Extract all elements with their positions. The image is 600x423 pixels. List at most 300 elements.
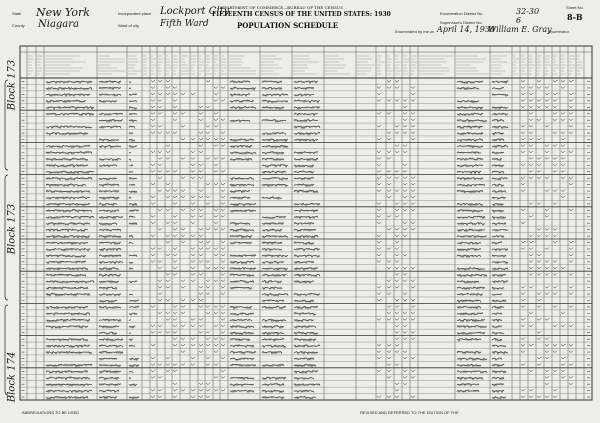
handwritten-mark: [537, 86, 541, 88]
handwritten-mark: [166, 190, 170, 192]
handwritten-mark: [561, 190, 565, 192]
handwritten-entry: [46, 384, 92, 386]
handwritten-entry: [492, 81, 508, 83]
handwritten-entry: [46, 222, 90, 225]
handwritten-entry: [230, 390, 254, 392]
handwritten-mark: [387, 376, 391, 378]
handwritten-mark: [199, 177, 203, 179]
handwritten-mark: [173, 222, 177, 224]
handwritten-entry: [129, 242, 133, 244]
handwritten-mark: [537, 299, 541, 301]
handwritten-mark: [569, 383, 573, 385]
handwritten-entry: [129, 365, 139, 367]
handwritten-mark: [214, 247, 218, 249]
handwritten-mark: [151, 215, 155, 217]
handwritten-mark: [181, 286, 185, 288]
handwritten-mark: [403, 164, 407, 166]
handwritten-mark: [377, 138, 381, 140]
handwritten-mark: [206, 396, 210, 398]
handwritten-mark: [561, 357, 565, 359]
handwritten-mark: [214, 280, 218, 282]
handwritten-entry: [492, 268, 508, 270]
handwritten-entry: [46, 158, 88, 160]
handwritten-mark: [377, 286, 381, 288]
handwritten-mark: [545, 351, 549, 353]
handwritten-entry: [129, 300, 139, 302]
handwritten-mark: [545, 93, 549, 95]
handwritten-entry: [492, 113, 508, 115]
handwritten-mark: [411, 93, 415, 95]
handwritten-mark: [403, 383, 407, 385]
handwritten-entry: [99, 281, 119, 283]
handwritten-entry: [230, 81, 250, 83]
handwritten-entry: [294, 364, 316, 366]
handwritten-entry: [457, 293, 483, 295]
handwritten-mark: [411, 299, 415, 301]
handwritten-mark: [158, 312, 162, 314]
handwritten-entry: [457, 229, 485, 231]
block-label-top: Block 173: [6, 59, 18, 111]
handwritten-entry: [294, 351, 318, 354]
handwritten-mark: [395, 312, 399, 314]
handwritten-entry: [294, 229, 316, 231]
handwritten-entry: [492, 139, 504, 142]
handwritten-entry: [262, 248, 282, 250]
handwritten-mark: [214, 144, 218, 146]
handwritten-mark: [553, 157, 557, 159]
county-value: Niagara: [38, 19, 80, 30]
handwritten-mark: [529, 151, 533, 153]
enumerator-name: William E. Gray: [488, 25, 552, 34]
handwritten-mark: [561, 80, 565, 82]
handwritten-mark: [521, 177, 525, 179]
handwritten-mark: [377, 93, 381, 95]
handwritten-mark: [403, 376, 407, 378]
handwritten-mark: [569, 376, 573, 378]
handwritten-mark: [537, 363, 541, 365]
handwritten-mark: [191, 357, 195, 359]
handwritten-mark: [214, 267, 218, 269]
handwritten-mark: [411, 222, 415, 224]
handwritten-entry: [99, 345, 123, 347]
handwritten-mark: [173, 370, 177, 372]
handwritten-entry: [46, 345, 90, 348]
handwritten-entry: [457, 255, 481, 257]
handwritten-mark: [158, 376, 162, 378]
handwritten-mark: [387, 293, 391, 295]
handwritten-entry: [294, 139, 318, 141]
handwritten-entry: [492, 229, 508, 231]
handwritten-entry: [262, 332, 284, 334]
handwritten-mark: [214, 170, 218, 172]
handwritten-entry: [457, 203, 483, 205]
handwritten-entry: [457, 236, 487, 238]
handwritten-mark: [529, 93, 533, 95]
handwritten-mark: [403, 273, 407, 275]
handwritten-mark: [166, 157, 170, 159]
handwritten-mark: [206, 260, 210, 262]
handwritten-mark: [569, 151, 573, 153]
handwritten-mark: [377, 157, 381, 159]
handwritten-mark: [206, 286, 210, 288]
handwritten-entry: [492, 236, 504, 238]
handwritten-mark: [191, 254, 195, 256]
handwritten-entry: [294, 222, 314, 224]
handwritten-entry: [230, 326, 254, 328]
handwritten-mark: [537, 396, 541, 398]
handwritten-entry: [99, 261, 123, 263]
handwritten-mark: [206, 125, 210, 127]
handwritten-mark: [529, 144, 533, 146]
block-label-mid: Block 173: [6, 203, 18, 255]
handwritten-mark: [561, 267, 565, 269]
handwritten-entry: [99, 165, 117, 167]
handwritten-mark: [173, 190, 177, 192]
handwritten-mark: [403, 209, 407, 211]
handwritten-entry: [457, 377, 483, 379]
handwritten-entry: [262, 229, 282, 231]
handwritten-mark: [569, 106, 573, 108]
handwritten-entry: [129, 113, 137, 114]
handwritten-mark: [521, 344, 525, 346]
handwritten-mark: [221, 228, 225, 230]
handwritten-mark: [545, 357, 549, 359]
handwritten-entry: [294, 268, 318, 271]
handwritten-mark: [199, 331, 203, 333]
handwritten-mark: [173, 260, 177, 262]
handwritten-mark: [181, 344, 185, 346]
handwritten-mark: [199, 215, 203, 217]
handwritten-mark: [166, 183, 170, 185]
handwritten-entry: [99, 377, 119, 380]
handwritten-mark: [377, 183, 381, 185]
handwritten-mark: [214, 363, 218, 365]
handwritten-mark: [411, 376, 415, 378]
handwritten-entry: [99, 184, 119, 187]
handwritten-mark: [206, 338, 210, 340]
handwritten-entry: [129, 333, 131, 334]
handwritten-entry: [99, 293, 121, 295]
handwritten-entry: [46, 338, 88, 340]
handwritten-mark: [158, 299, 162, 301]
handwritten-mark: [545, 86, 549, 88]
handwritten-mark: [395, 383, 399, 385]
handwritten-entry: [46, 377, 90, 380]
handwritten-entry: [46, 371, 88, 374]
handwritten-mark: [191, 325, 195, 327]
handwritten-mark: [521, 222, 525, 224]
handwritten-entry: [230, 203, 256, 205]
handwritten-mark: [553, 132, 557, 134]
handwritten-mark: [191, 196, 195, 198]
handwritten-entry: [457, 332, 485, 335]
handwritten-mark: [529, 106, 533, 108]
handwritten-entry: [457, 107, 483, 110]
handwritten-entry: [230, 319, 252, 321]
handwritten-mark: [181, 196, 185, 198]
handwritten-mark: [173, 383, 177, 385]
handwritten-entry: [129, 146, 137, 148]
handwritten-mark: [166, 170, 170, 172]
handwritten-mark: [158, 164, 162, 166]
handwritten-mark: [411, 138, 415, 140]
handwritten-mark: [529, 247, 533, 249]
handwritten-mark: [387, 99, 391, 101]
handwritten-mark: [521, 351, 525, 353]
handwritten-mark: [411, 125, 415, 127]
handwritten-entry: [99, 358, 117, 360]
handwritten-mark: [221, 241, 225, 243]
handwritten-entry: [262, 242, 282, 244]
handwritten-mark: [221, 280, 225, 282]
handwritten-entry: [294, 216, 318, 218]
handwritten-entry: [129, 384, 137, 386]
handwritten-entry: [46, 209, 92, 212]
handwritten-mark: [569, 351, 573, 353]
handwritten-entry: [492, 377, 504, 379]
handwritten-mark: [151, 151, 155, 153]
handwritten-mark: [199, 254, 203, 256]
handwritten-mark: [191, 338, 195, 340]
handwritten-entry: [99, 351, 123, 353]
handwritten-mark: [537, 170, 541, 172]
handwritten-entry: [492, 287, 504, 289]
handwritten-entry: [492, 203, 504, 205]
handwritten-mark: [411, 357, 415, 359]
handwritten-entry: [262, 274, 286, 276]
handwritten-entry: [129, 281, 137, 283]
handwritten-entry: [262, 268, 288, 270]
handwritten-mark: [151, 86, 155, 88]
handwritten-mark: [221, 202, 225, 204]
handwritten-mark: [199, 209, 203, 211]
place-label: Incorporated place: [118, 11, 152, 16]
handwritten-entry: [294, 242, 314, 245]
handwritten-mark: [387, 357, 391, 359]
handwritten-mark: [199, 235, 203, 237]
handwritten-entry: [294, 326, 316, 328]
handwritten-entry: [129, 262, 133, 263]
handwritten-entry: [99, 119, 123, 121]
handwritten-mark: [521, 86, 525, 88]
handwritten-mark: [545, 286, 549, 288]
handwritten-mark: [151, 396, 155, 398]
handwritten-mark: [411, 318, 415, 320]
handwritten-entry: [230, 158, 252, 160]
handwritten-entry: [46, 87, 92, 89]
handwritten-mark: [199, 286, 203, 288]
handwritten-mark: [521, 247, 525, 249]
handwritten-entry: [230, 177, 254, 179]
handwritten-mark: [395, 241, 399, 243]
handwritten-entry: [492, 364, 504, 366]
handwritten-mark: [529, 132, 533, 134]
state-value: New York: [36, 6, 90, 19]
handwritten-mark: [537, 338, 541, 340]
handwritten-entry: [457, 390, 479, 392]
handwritten-mark: [395, 235, 399, 237]
handwritten-entry: [262, 338, 284, 340]
handwritten-entry: [129, 223, 137, 225]
handwritten-mark: [403, 177, 407, 179]
handwritten-mark: [151, 170, 155, 172]
handwritten-mark: [529, 389, 533, 391]
handwritten-mark: [569, 183, 573, 185]
handwritten-mark: [173, 86, 177, 88]
supervisor-district-value: 6: [516, 16, 522, 25]
handwritten-entry: [457, 338, 481, 341]
handwritten-mark: [199, 241, 203, 243]
handwritten-mark: [537, 119, 541, 121]
handwritten-mark: [221, 99, 225, 101]
handwritten-entry: [294, 126, 320, 129]
handwritten-mark: [151, 196, 155, 198]
handwritten-entry: [457, 351, 481, 353]
handwritten-entry: [294, 384, 320, 386]
handwritten-entry: [262, 100, 288, 103]
handwritten-mark: [199, 273, 203, 275]
handwritten-mark: [151, 376, 155, 378]
handwritten-mark: [206, 183, 210, 185]
handwritten-entry: [99, 287, 117, 289]
handwritten-mark: [206, 267, 210, 269]
handwritten-mark: [403, 196, 407, 198]
handwritten-mark: [151, 222, 155, 224]
handwritten-entry: [492, 397, 506, 399]
handwritten-mark: [173, 112, 177, 114]
handwritten-mark: [387, 344, 391, 346]
handwritten-mark: [221, 260, 225, 262]
handwritten-entry: [294, 332, 318, 335]
handwritten-mark: [377, 222, 381, 224]
handwritten-entry: [230, 242, 252, 244]
handwritten-mark: [181, 363, 185, 365]
handwritten-entry: [262, 280, 282, 283]
handwritten-mark: [158, 325, 162, 327]
handwritten-entry: [262, 390, 284, 393]
handwritten-mark: [569, 99, 573, 101]
handwritten-mark: [173, 389, 177, 391]
handwritten-entry: [294, 339, 316, 341]
handwritten-mark: [166, 357, 170, 359]
handwritten-mark: [151, 331, 155, 333]
handwritten-mark: [529, 112, 533, 114]
handwritten-mark: [199, 112, 203, 114]
handwritten-entry: [46, 216, 94, 219]
handwritten-entry: [457, 358, 487, 361]
handwritten-mark: [387, 190, 391, 192]
handwritten-mark: [521, 190, 525, 192]
handwritten-mark: [191, 215, 195, 217]
handwritten-mark: [529, 164, 533, 166]
handwritten-entry: [46, 352, 92, 354]
handwritten-mark: [206, 389, 210, 391]
handwritten-entry: [294, 107, 320, 109]
handwritten-mark: [387, 318, 391, 320]
handwritten-mark: [151, 235, 155, 237]
handwritten-mark: [529, 157, 533, 159]
handwritten-mark: [191, 157, 195, 159]
handwritten-entry: [99, 229, 121, 231]
handwritten-mark: [173, 325, 177, 327]
handwritten-mark: [553, 293, 557, 295]
enum-district-value: 32-30: [516, 7, 540, 16]
handwritten-entry: [99, 216, 123, 218]
handwritten-mark: [545, 99, 549, 101]
handwritten-mark: [191, 280, 195, 282]
handwritten-mark: [387, 132, 391, 134]
handwritten-mark: [173, 254, 177, 256]
handwritten-entry: [129, 255, 137, 257]
handwritten-mark: [377, 396, 381, 398]
handwritten-mark: [529, 241, 533, 243]
handwritten-mark: [214, 325, 218, 327]
handwritten-mark: [387, 260, 391, 262]
handwritten-entry: [262, 255, 288, 257]
handwritten-entry: [457, 120, 487, 122]
handwritten-entry: [492, 242, 502, 245]
handwritten-entry: [294, 319, 314, 321]
handwritten-mark: [545, 228, 549, 230]
handwritten-mark: [561, 151, 565, 153]
handwritten-mark: [181, 351, 185, 353]
handwritten-mark: [181, 299, 185, 301]
handwritten-entry: [230, 139, 254, 142]
handwritten-mark: [221, 86, 225, 88]
handwritten-mark: [191, 299, 195, 301]
handwritten-mark: [387, 370, 391, 372]
handwritten-mark: [377, 215, 381, 217]
handwritten-mark: [561, 144, 565, 146]
handwritten-mark: [411, 267, 415, 269]
handwritten-mark: [158, 80, 162, 82]
handwritten-mark: [569, 293, 573, 295]
handwritten-entry: [492, 197, 506, 199]
handwritten-entry: [129, 191, 137, 193]
handwritten-mark: [387, 80, 391, 82]
handwritten-mark: [553, 190, 557, 192]
handwritten-mark: [221, 215, 225, 217]
handwritten-mark: [545, 177, 549, 179]
handwritten-mark: [387, 396, 391, 398]
handwritten-entry: [230, 345, 254, 348]
handwritten-mark: [403, 370, 407, 372]
handwritten-mark: [521, 338, 525, 340]
handwritten-mark: [173, 273, 177, 275]
handwritten-mark: [537, 260, 541, 262]
handwritten-mark: [181, 112, 185, 114]
handwritten-mark: [545, 106, 549, 108]
handwritten-entry: [457, 216, 485, 219]
handwritten-mark: [569, 325, 573, 327]
handwritten-mark: [395, 151, 399, 153]
handwritten-mark: [395, 273, 399, 275]
handwritten-mark: [158, 190, 162, 192]
handwritten-entry: [129, 268, 133, 269]
handwritten-entry: [262, 345, 286, 347]
handwritten-mark: [529, 254, 533, 256]
handwritten-mark: [521, 183, 525, 185]
handwritten-mark: [173, 267, 177, 269]
handwritten-entry: [457, 184, 485, 186]
handwritten-entry: [492, 210, 504, 212]
handwritten-entry: [262, 364, 284, 366]
handwritten-mark: [529, 86, 533, 88]
handwritten-mark: [191, 273, 195, 275]
handwritten-mark: [377, 260, 381, 262]
handwritten-mark: [173, 312, 177, 314]
handwritten-entry: [262, 383, 284, 385]
